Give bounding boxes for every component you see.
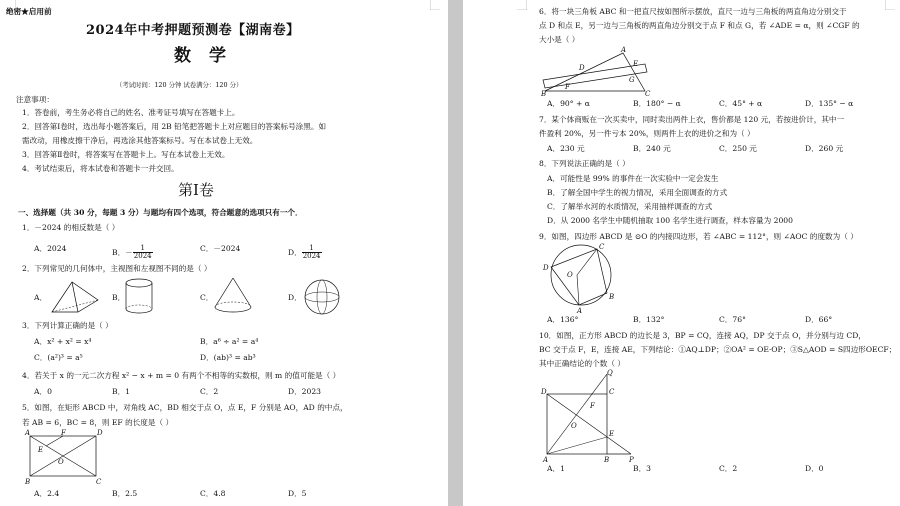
q10-label-e: E bbox=[609, 430, 615, 438]
q10-label-b: B bbox=[604, 456, 610, 464]
secret-mark: 绝密★启用前 bbox=[6, 7, 52, 16]
q5-option-d: D．5 bbox=[288, 489, 307, 498]
q5-label-d: D bbox=[97, 429, 103, 437]
q4-option-a: A．0 bbox=[34, 387, 52, 396]
sphere-figure bbox=[302, 279, 342, 315]
q7-option-c: C．250 元 bbox=[719, 144, 757, 153]
q3-option-d: D．(ab)³ = ab³ bbox=[200, 353, 256, 362]
q2-option-d: D． bbox=[288, 293, 302, 302]
q6-option-b: B．180° − α bbox=[633, 99, 681, 108]
q9-option-c: C．76° bbox=[719, 315, 746, 324]
exam-title: 2024年中考押题预测卷【湖南卷】 bbox=[86, 23, 300, 38]
q8-option-c: C．了解举水河的水质情况，采用抽样调查的方式 bbox=[547, 202, 713, 211]
q6-label-g: G bbox=[629, 76, 635, 84]
q4-option-b: B．1 bbox=[112, 387, 131, 396]
q5-stem-1: 5．如图，在矩形 ABCD 中，对角线 AC，BD 相交于点 O，点 E，F 分别是 AO，AD 的中点， bbox=[22, 403, 348, 412]
cylinder-figure bbox=[124, 278, 154, 314]
q6-option-c: C．45° + α bbox=[719, 99, 763, 108]
q2-option-a: A． bbox=[34, 293, 48, 302]
q6-label-f: F bbox=[565, 83, 570, 91]
q7-stem-1: 7．某个体商贩在一次买卖中，同时卖出两件上衣，售价都是 120 元，若按进价计，其中一 bbox=[539, 115, 845, 124]
triangular-prism-figure bbox=[50, 278, 102, 314]
q8-option-a: A．可能性是 99% 的事件在一次实验中一定会发生 bbox=[547, 174, 719, 183]
q10-label-o: O bbox=[571, 422, 577, 430]
q5-stem-2: 若 AB = 6，BC = 8，则 EF 的长度是（ ） bbox=[22, 418, 174, 427]
q5-label-a: A bbox=[25, 429, 31, 437]
q6-option-d: D．135° − α bbox=[805, 99, 854, 108]
q9-label-a: A bbox=[577, 307, 583, 315]
q9-label-d: D bbox=[543, 264, 549, 272]
q5-option-a: A．2.4 bbox=[34, 489, 60, 498]
q6-label-e: E bbox=[633, 60, 639, 68]
q6-stem-1: 6．将一块三角板 ABC 和一把直尺按如图所示摆放，直尺一边与三角板的两直角边分别交于 bbox=[539, 7, 847, 16]
q4-option-c: C．2 bbox=[200, 387, 219, 396]
q6-label-d: D bbox=[579, 64, 585, 72]
q5-label-o: O bbox=[58, 458, 64, 466]
q5-label-e: E bbox=[38, 446, 44, 454]
exam-info: （考试时间：120 分钟 试卷满分：120 分） bbox=[116, 81, 243, 89]
q5-option-c: C．4.8 bbox=[200, 489, 226, 498]
notice-4: 4．考试结束后，将本试卷和答题卡一并交回。 bbox=[22, 164, 179, 173]
q9-label-o: O bbox=[567, 271, 573, 279]
q8-option-b: B．了解全国中学生的视力情况，采用全面调查的方式 bbox=[547, 188, 728, 197]
q10-label-d: D bbox=[541, 388, 547, 396]
left-page bbox=[0, 0, 448, 506]
notice-title: 注意事项： bbox=[16, 95, 54, 104]
q10-option-a: A．1 bbox=[547, 464, 565, 473]
q1-option-c: C．－2024 bbox=[200, 244, 241, 253]
q4-stem: 4．若关于 x 的一元二次方程 x² − x + m = 0 有两个不相等的实数根，则 m 的值可能是（ ） bbox=[22, 371, 341, 380]
crop-mark bbox=[430, 0, 440, 10]
q3-option-c: C．(a²)³ = a⁵ bbox=[34, 353, 83, 362]
q5-label-b: B bbox=[25, 478, 31, 486]
q8-option-d: D．从 2000 名学生中随机抽取 100 名学生进行调查，样本容量为 2000 bbox=[547, 216, 793, 225]
q5-label-c: C bbox=[96, 478, 102, 486]
q9-label-c: C bbox=[599, 243, 605, 251]
q10-option-c: C．2 bbox=[719, 464, 738, 473]
q1-option-d: D． $\frac{1}{2024}$ bbox=[288, 244, 321, 261]
q3-stem: 3．下列计算正确的是（ ） bbox=[22, 321, 113, 330]
crop-mark bbox=[885, 0, 895, 10]
q6-option-a: A．90° + α bbox=[547, 99, 590, 108]
q10-label-q: Q bbox=[607, 369, 613, 377]
q9-stem: 9．如图，四边形 ABCD 是 ⊙O 的内接四边形，若 ∠ABC = 112°，则 ∠AOC 的度数为（ ） bbox=[539, 232, 858, 241]
crop-mark bbox=[517, 0, 527, 10]
q10-stem-3: 其中正确结论的个数（ ） bbox=[539, 359, 625, 368]
q3-option-a: A．x² + x² = x⁴ bbox=[34, 337, 92, 346]
q10-label-a: A bbox=[543, 456, 549, 464]
q6-stem-2: 点 D 和点 E，另一边与三角板的两直角边分别交于点 F 和点 G，若 ∠ADE = α，则 ∠CGF 的 bbox=[539, 21, 860, 30]
q10-option-b: B．3 bbox=[633, 464, 652, 473]
q4-option-d: D．2023 bbox=[288, 387, 322, 396]
notice-2: 2．回答第Ⅰ卷时，选出每小题答案后，用 2B 铅笔把答题卡上对应题目的答案标号涂黑。如 bbox=[22, 122, 327, 131]
inscribed-quadrilateral-figure bbox=[541, 243, 621, 315]
right-page bbox=[463, 0, 900, 506]
q9-label-b: B bbox=[609, 293, 615, 301]
q10-stem-1: 10．如图，正方形 ABCD 的边长是 3，BP = CQ，连接 AQ，DP 交于点 O，并分别与边 CD， bbox=[539, 331, 866, 340]
q3-option-b: B．a⁶ ÷ a² = a⁴ bbox=[200, 337, 259, 346]
q7-option-d: D．260 元 bbox=[805, 144, 844, 153]
q7-option-a: A．230 元 bbox=[547, 144, 585, 153]
q6-label-c: C bbox=[645, 90, 651, 98]
cone-figure bbox=[213, 276, 253, 314]
q10-label-c: C bbox=[609, 388, 615, 396]
q10-option-d: D．0 bbox=[805, 464, 824, 473]
notice-3: 3．回答第Ⅱ卷时，将答案写在答题卡上。写在本试卷上无效。 bbox=[22, 150, 230, 159]
q10-stem-2: BC 交于点 F，E，连接 AE，下列结论：①AQ⊥DP；②OA² = OE·OP；③S△AOD = S四边形OECF； bbox=[539, 345, 897, 354]
q1-stem: 1．－2024 的相反数是（ ） bbox=[22, 223, 120, 232]
q1-option-b: B．－ $\frac{1}{2024}$ bbox=[112, 244, 152, 261]
subject-title: 数学 bbox=[174, 46, 244, 66]
q5-option-b: B．2.5 bbox=[112, 489, 138, 498]
q9-option-d: D．66° bbox=[805, 315, 833, 324]
q8-stem: 8．下列说法正确的是（ ） bbox=[539, 159, 630, 168]
q2-option-c: C． bbox=[200, 293, 214, 302]
q10-label-f: F bbox=[590, 402, 595, 410]
square-abcd-figure bbox=[541, 369, 641, 464]
notice-2b: 需改动，用橡皮擦干净后，再选涂其他答案标号。写在本试卷上无效。 bbox=[22, 136, 258, 145]
q6-stem-3: 大小是（ ） bbox=[539, 35, 580, 44]
q10-label-p: P bbox=[629, 456, 634, 464]
q6-label-b: B bbox=[541, 90, 547, 98]
rectangle-abcd-figure bbox=[24, 430, 104, 485]
part-heading: 一、选择题（共 30 分，每题 3 分）与题均有四个选项，符合题意的选项只有一个． bbox=[18, 208, 303, 217]
q7-stem-2: 件盈利 20%，另一件亏本 20%，则两件上衣的进价之和为（ ） bbox=[539, 129, 755, 138]
q1-option-a: A．2024 bbox=[34, 244, 67, 253]
q2-stem: 2．下列常见的几何体中，主视图和左视图不同的是（ ） bbox=[22, 264, 212, 273]
notice-1: 1．答卷前，考生务必将自己的姓名、准考证号填写在答题卡上。 bbox=[22, 108, 240, 117]
q7-option-b: B．240 元 bbox=[633, 144, 671, 153]
q6-label-a: A bbox=[621, 46, 627, 54]
section-title: 第Ⅰ卷 bbox=[178, 181, 214, 199]
q2-option-b: B． bbox=[112, 293, 126, 302]
triangle-ruler-figure bbox=[541, 48, 651, 96]
q9-option-b: B．132° bbox=[633, 315, 665, 324]
q9-option-a: A．136° bbox=[547, 315, 579, 324]
q5-label-f: F bbox=[61, 429, 66, 437]
